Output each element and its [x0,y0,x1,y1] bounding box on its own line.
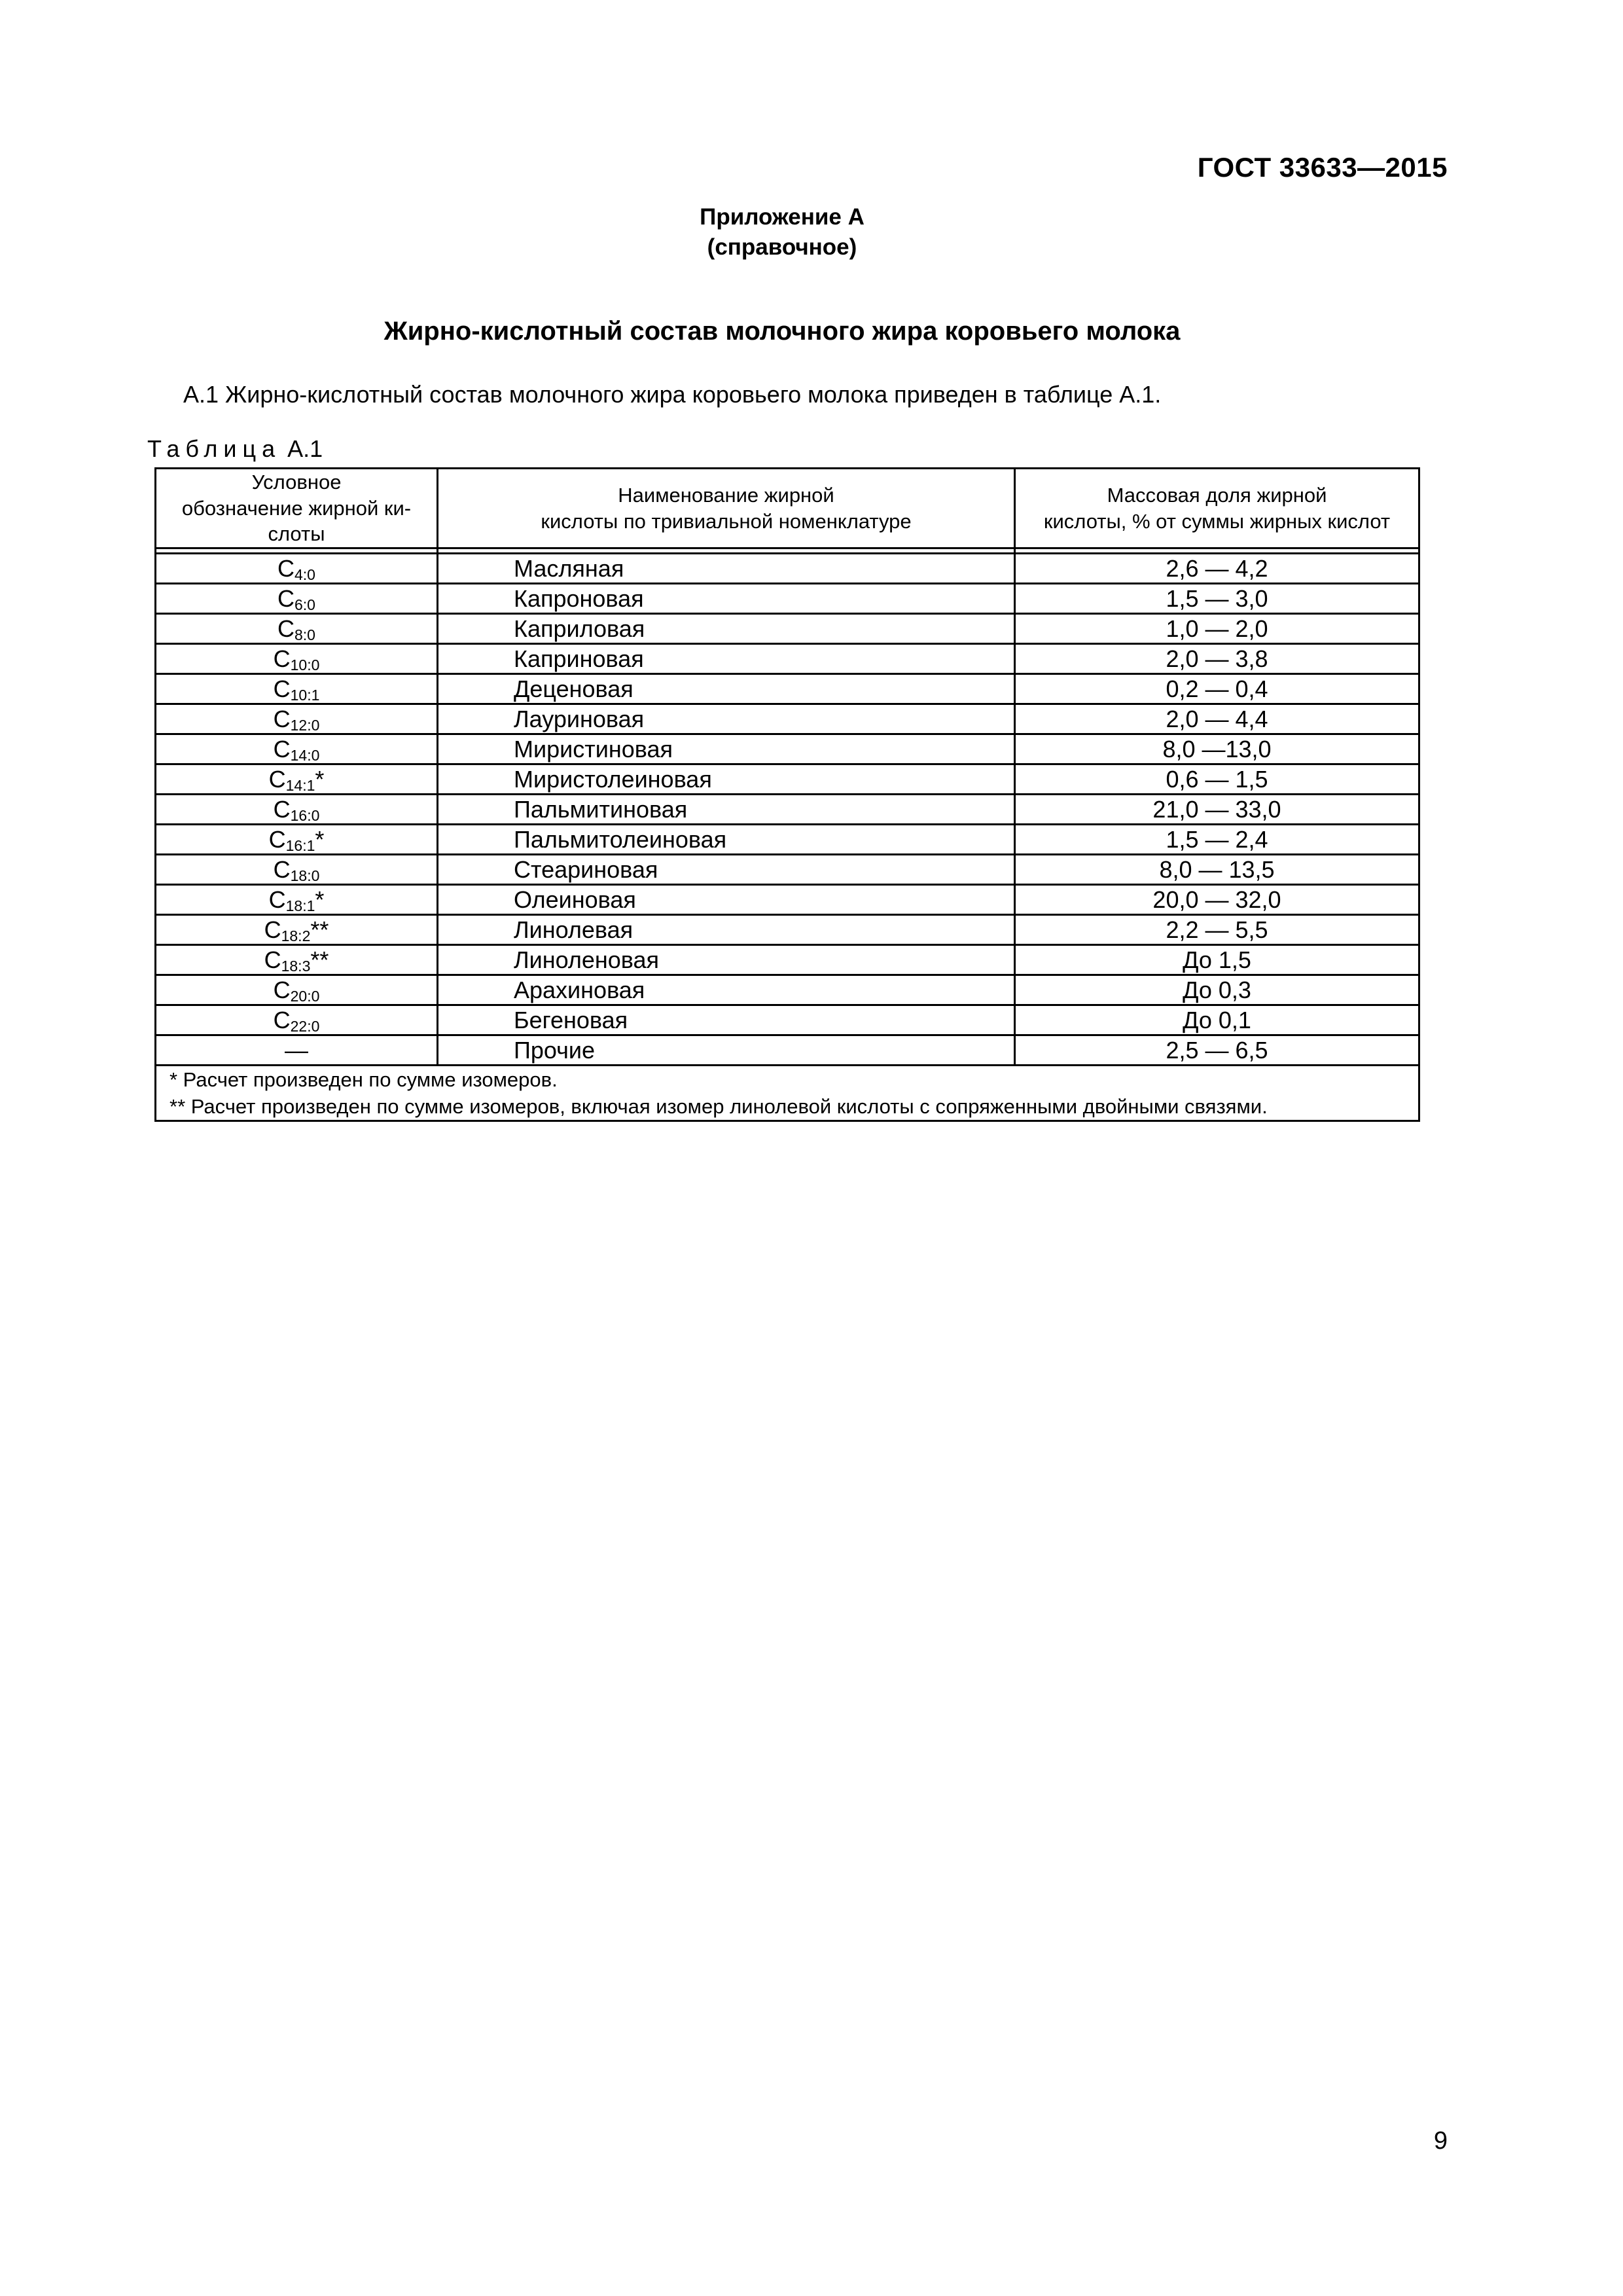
acid-name: Арахиновая [438,975,1015,1005]
table-row [156,885,1419,915]
header-line: Условное [251,471,342,493]
acid-symbol [156,704,438,734]
acid-symbol-base: С [277,615,294,643]
mass-fraction: 2,0 — 4,4 [1015,704,1419,734]
acid-symbol [156,614,438,644]
table-row [156,1035,1419,1066]
table-row [156,795,1419,825]
acid-symbol-base: С [264,946,281,974]
table-row [156,855,1419,885]
table-row [156,975,1419,1005]
acid-name: Миристолеиновая [438,764,1015,795]
table-header-row [156,469,1419,548]
acid-symbol [156,975,438,1005]
acid-symbol-base: С [273,977,291,1004]
acid-symbol [156,734,438,764]
acid-symbol-base: С [273,1007,291,1034]
acid-name: Миристиновая [438,734,1015,764]
mass-fraction: 2,2 — 5,5 [1015,915,1419,945]
appendix-title: Приложение А [700,204,865,230]
acid-symbol-subscript: 20:0 [290,988,320,1005]
table-caption-word: Таблица [147,435,281,462]
acid-name: Капроновая [438,584,1015,614]
table-row [156,554,1419,584]
mass-fraction: 1,0 — 2,0 [1015,614,1419,644]
acid-symbol-base: С [273,706,291,733]
header-line: кислоты по тривиальной номенклатуре [541,509,912,533]
table-notes [156,1066,1419,1121]
footnote-mark: ** [310,916,329,944]
mass-fraction: 2,0 — 3,8 [1015,644,1419,674]
acid-symbol-subscript: 6:0 [294,596,315,614]
acid-symbol-base: С [268,826,286,853]
mass-fraction: 8,0 — 13,5 [1015,855,1419,885]
acid-symbol [156,764,438,795]
note-double-star: ** Расчет произведен по сумме изомеров, включая изомер линолевой кислоты с сопряженными двойными связями. [169,1095,1268,1119]
appendix-kind: (справочное) [707,234,857,260]
acid-symbol [156,945,438,975]
table-row [156,674,1419,704]
acid-symbol-subscript: 18:3 [281,958,311,975]
acid-symbol [156,1005,438,1035]
acid-symbol-base: — [285,1037,308,1064]
acid-symbol-base: С [277,585,294,613]
acid-symbol-base: С [277,555,294,583]
acid-symbol-subscript: 12:0 [290,717,320,734]
acid-name: Стеариновая [438,855,1015,885]
acid-symbol [156,584,438,614]
acid-symbol-subscript: 22:0 [290,1018,320,1035]
table-caption-number: А.1 [287,435,323,462]
mass-fraction: 21,0 — 33,0 [1015,795,1419,825]
mass-fraction: 0,6 — 1,5 [1015,764,1419,795]
table-caption [147,435,323,463]
acid-symbol-base: С [264,916,281,944]
header-line: Наименование жирной [618,483,834,507]
acid-symbol-subscript: 4:0 [294,566,315,584]
intro-paragraph: А.1 Жирно-кислотный состав молочного жира коровьего молока приведен в таблице А.1. [183,381,1162,408]
acid-symbol-base: С [268,766,286,793]
acid-name: Деценовая [438,674,1015,704]
mass-fraction: До 1,5 [1015,945,1419,975]
table-row [156,644,1419,674]
footnote-mark: * [315,826,325,853]
footnote-mark: * [315,766,325,793]
acid-name: Каприновая [438,644,1015,674]
table-row [156,764,1419,795]
acid-symbol-base: С [273,856,291,884]
acid-symbol [156,885,438,915]
header-divider [156,548,1419,554]
acid-symbol [156,855,438,885]
acid-symbol-base: С [273,645,291,673]
acid-symbol-subscript: 18:1 [285,897,315,915]
note-single-star: * Расчет произведен по сумме изомеров. [169,1068,558,1092]
mass-fraction: 2,5 — 6,5 [1015,1035,1419,1066]
table-row [156,584,1419,614]
table-row [156,825,1419,855]
mass-fraction: До 0,3 [1015,975,1419,1005]
mass-fraction: 20,0 — 32,0 [1015,885,1419,915]
acid-name: Линоленовая [438,945,1015,975]
acid-symbol-subscript: 14:0 [290,747,320,764]
header-line: кислоты, % от суммы жирных кислот [1043,509,1391,533]
notes-row [156,1066,1419,1121]
table-row [156,614,1419,644]
acid-symbol [156,644,438,674]
mass-fraction: 2,6 — 4,2 [1015,554,1419,584]
acid-name: Пальмитиновая [438,795,1015,825]
table-body [156,548,1419,1066]
acid-name: Каприловая [438,614,1015,644]
mass-fraction: 1,5 — 2,4 [1015,825,1419,855]
table-row [156,915,1419,945]
header-line: обозначение жирной ки- [181,496,412,520]
acid-name: Лауриновая [438,704,1015,734]
acid-symbol-subscript: 10:1 [290,687,320,704]
mass-fraction: 1,5 — 3,0 [1015,584,1419,614]
fatty-acid-table [154,467,1420,1122]
acid-symbol-base: С [273,675,291,703]
acid-symbol-subscript: 16:1 [285,837,315,855]
acid-symbol [156,554,438,584]
document-code: ГОСТ 33633—2015 [1197,152,1448,183]
acid-symbol-subscript: 14:1 [285,777,315,795]
header-fraction [1015,469,1419,548]
mass-fraction: 0,2 — 0,4 [1015,674,1419,704]
acid-symbol [156,1035,438,1066]
acid-symbol-subscript: 18:0 [290,867,320,885]
footnote-mark: * [315,886,325,914]
acid-symbol-subscript: 8:0 [294,626,315,644]
acid-symbol-subscript: 18:2 [281,927,311,945]
header-line: слоты [268,522,325,546]
header-name [438,469,1015,548]
table-row [156,704,1419,734]
header-symbol [156,469,438,548]
mass-fraction: 8,0 —13,0 [1015,734,1419,764]
section-title: Жирно-кислотный состав молочного жира коровьего молока [383,317,1181,346]
acid-symbol-base: С [273,796,291,823]
acid-name: Прочие [438,1035,1015,1066]
acid-symbol-subscript: 16:0 [290,807,320,825]
acid-symbol [156,915,438,945]
acid-name: Бегеновая [438,1005,1015,1035]
acid-name: Линолевая [438,915,1015,945]
acid-symbol [156,825,438,855]
table-row [156,734,1419,764]
header-line: Массовая доля жирной [1107,483,1327,507]
acid-symbol-subscript: 10:0 [290,656,320,674]
acid-symbol-base: С [273,736,291,763]
acid-symbol-base: С [268,886,286,914]
mass-fraction: До 0,1 [1015,1005,1419,1035]
footnote-mark: ** [310,946,329,974]
acid-symbol [156,674,438,704]
acid-name: Пальмитолеиновая [438,825,1015,855]
table-row [156,1005,1419,1035]
page-number: 9 [1433,2127,1448,2155]
acid-name: Масляная [438,554,1015,584]
table-row [156,945,1419,975]
acid-symbol [156,795,438,825]
acid-name: Олеиновая [438,885,1015,915]
